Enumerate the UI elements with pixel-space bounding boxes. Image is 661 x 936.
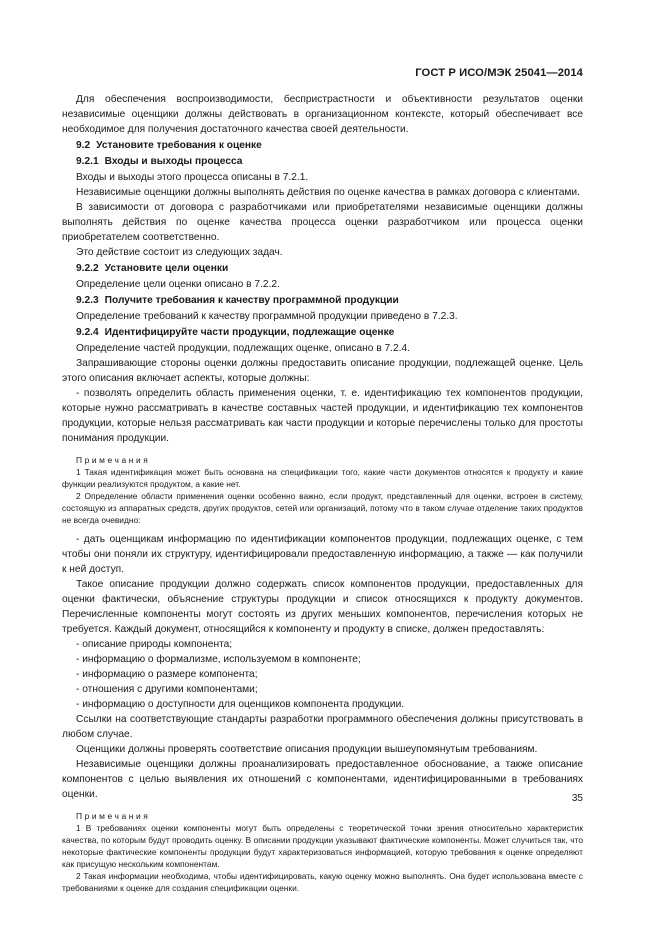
section-heading-9-2-1 — [62, 154, 583, 169]
note-item: 1 Такая идентификация может быть основана на спецификации того, какие части документов относятся к продукту и какие функции реализуются продуктом, а какие нет. — [62, 467, 583, 489]
section-heading-9-2-2 — [62, 261, 583, 276]
list-item: - информацию о формализме, используемом в компоненте; — [76, 654, 361, 665]
list-paragraph: - позволять определить область применения оценки, т. е. идентификацию тех компонентов продукции, которые нужно рассматривать в качестве составных частей продукции, и идентификацию тех компонентов продукции, которые нельзя рассматривать как части продукции и которые перечислены только для простоты понимания продукции. — [62, 388, 583, 444]
section-heading-9-2 — [62, 138, 583, 153]
section-title: Получите требования к качеству программной продукции — [104, 295, 399, 306]
list-item: - описание природы компонента; — [76, 639, 233, 650]
page-content — [62, 92, 583, 894]
note-item: 2 Определение области применения оценки особенно важно, если продукт, представленный для оценки, встроен в систему, состоящую из аппаратных средств, других продуктов, сетей или организаций, потому что в таком случае отделение таких продуктов не всегда очевидно: — [62, 491, 583, 525]
paragraph: Оценщики должны проверять соответствие описания продукции вышеупомянутым требованиям. — [76, 744, 538, 755]
section-number: 9.2.2 — [76, 263, 99, 274]
paragraph: Определение требований к качеству программной продукции приведено в 7.2.3. — [76, 311, 458, 322]
section-title: Установите требования к оценке — [96, 140, 262, 151]
notes-title: Примечания — [76, 455, 151, 465]
notes-title: Примечания — [76, 811, 151, 821]
paragraph: Определение частей продукции, подлежащих оценке, описано в 7.2.4. — [76, 343, 410, 354]
standard-code-header: ГОСТ Р ИСО/МЭК 25041—2014 — [415, 67, 583, 79]
section-title: Идентифицируйте части продукции, подлежащие оценке — [104, 327, 395, 338]
list-item: - отношения с другими компонентами; — [76, 684, 258, 695]
section-number: 9.2 — [76, 140, 91, 151]
paragraph: Независимые оценщики должны проанализировать предоставленное обоснование, а также описание компонентов с целью выявления их отношений с компонентами, идентифицированными в требованиях оценки. — [62, 759, 583, 800]
section-heading-9-2-3 — [62, 293, 583, 308]
section-number: 9.2.1 — [76, 156, 99, 167]
section-number: 9.2.4 — [76, 327, 99, 338]
paragraph: Запрашивающие стороны оценки должны предоставить описание продукции, подлежащей оценке. Цель этого описания включает аспекты, которые должны: — [62, 358, 583, 384]
section-number: 9.2.3 — [76, 295, 99, 306]
list-item: - информацию о доступности для оценщиков компонента продукции. — [76, 699, 405, 710]
paragraph: Ссылки на соответствующие стандарты разработки программного обеспечения должны присутствовать в любом случае. — [62, 714, 583, 740]
page-number: 35 — [571, 793, 583, 804]
paragraph: Входы и выходы этого процесса описаны в 7.2.1. — [76, 172, 309, 183]
section-heading-9-2-4 — [62, 325, 583, 340]
note-item: 2 Такая информации необходима, чтобы идентифицировать, какую оценку можно выполнять. Она будет использована вместе с требованиями к оценке для создания спецификации оценки. — [62, 871, 583, 893]
list-paragraph: - дать оценщикам информацию по идентификации компонентов продукции, подлежащих оценке, с тем чтобы они поняли их структуру, идентифицировали предоставленную информацию, а также — как получили к ней доступ. — [62, 534, 583, 575]
section-title: Установите цели оценки — [104, 263, 229, 274]
note-item: 1 В требованиях оценки компоненты могут быть определены с теоретической точки зрения относительно характеристик качества, по которым будут проводить оценку. В описании продукции указывают фактические компоненты. Может случиться так, что некоторые фактические компоненты продукции будут характеризоваться информацией, которую требования к оценке определяют как присущую нескольким компонентам. — [62, 823, 583, 869]
paragraph: В зависимости от договора с разработчиками или приобретателями независимые оценщики должны выполнять действия по оценке качества процесса оценки разработчиком или процесса оценки приобретателем соответственно. — [62, 202, 583, 243]
paragraph: Независимые оценщики должны выполнять действия по оценке качества в рамках договора с клиентами. — [76, 187, 580, 198]
paragraph: Такое описание продукции должно содержать список компонентов продукции, предоставленных для оценки фактически, объяснение структуры продукции и список относящихся к продукту документов. Перечисленные компоненты могут состоять из других меньших компонентов, перечисления которых не требуется. Каждый документ, относящийся к компоненту и продукту в списке, должен предоставлять: — [62, 579, 583, 635]
paragraph: Определение цели оценки описано в 7.2.2. — [76, 279, 280, 290]
paragraph-intro: Для обеспечения воспроизводимости, беспристрастности и объективности результатов оценки независимые оценщики должны действовать в организационном контексте, который обеспечивает все необходимое для получения достаточного качества своей деятельности. — [62, 94, 583, 135]
section-title: Входы и выходы процесса — [104, 156, 243, 167]
list-item: - информацию о размере компонента; — [76, 669, 258, 680]
paragraph: Это действие состоит из следующих задач. — [76, 247, 283, 258]
